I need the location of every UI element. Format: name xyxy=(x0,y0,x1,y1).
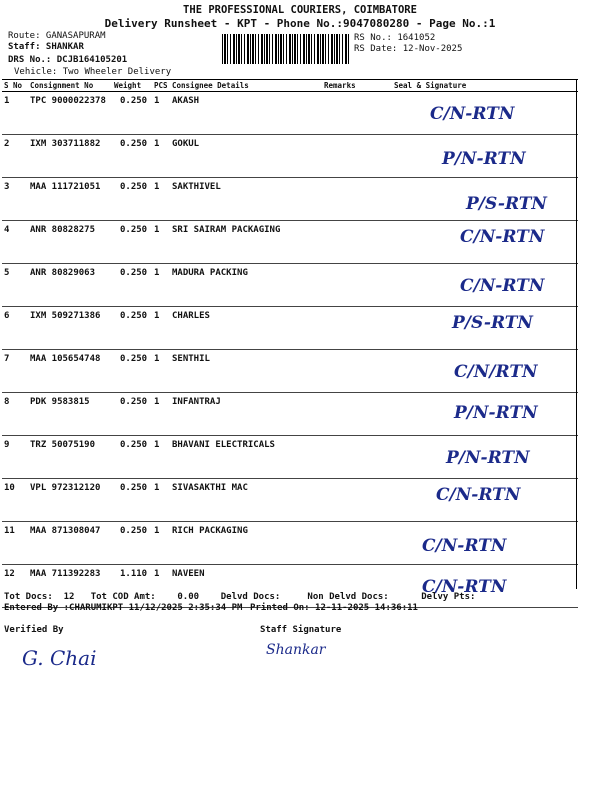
row-sno: 8 xyxy=(2,393,28,436)
col-consignment: Consignment No xyxy=(28,80,112,92)
row-remarks xyxy=(322,479,374,522)
row-pcs: 1 xyxy=(152,479,170,522)
row-remarks xyxy=(322,350,374,393)
handwritten-remark: C/N-RTN xyxy=(460,227,545,247)
row-pcs: 1 xyxy=(152,393,170,436)
col-weight: Weight xyxy=(112,80,152,92)
row-consignment: IXM 303711882 xyxy=(28,135,112,178)
table-right-border xyxy=(576,79,577,589)
row-weight: 0.250 xyxy=(112,92,152,135)
row-sno: 3 xyxy=(2,178,28,221)
row-consignment: MAA 711392283 xyxy=(28,565,112,608)
row-consignee: BHAVANI ELECTRICALS xyxy=(170,436,322,479)
entered-by: Entered By :CHARUMIKPT 11/12/2025 2:35:34 PM xyxy=(4,603,243,613)
row-remarks xyxy=(322,522,374,565)
row-sno: 11 xyxy=(2,522,28,565)
row-sno: 10 xyxy=(2,479,28,522)
table-row xyxy=(2,221,578,264)
row-sno: 6 xyxy=(2,307,28,350)
row-pcs: 1 xyxy=(152,221,170,264)
row-consignment: TPC 9000022378 xyxy=(28,92,112,135)
row-consignment: ANR 80829063 xyxy=(28,264,112,307)
row-sno: 7 xyxy=(2,350,28,393)
row-consignee: SIVASAKTHI MAC xyxy=(170,479,322,522)
drs-no: DRS No.: DCJB164105201 xyxy=(8,55,128,65)
runsheet-table xyxy=(2,79,578,608)
row-consignee: RICH PACKAGING xyxy=(170,522,322,565)
row-signature-cell xyxy=(374,479,578,522)
row-consignment: ANR 80828275 xyxy=(28,221,112,264)
row-signature-cell xyxy=(374,393,578,436)
row-consignee: MADURA PACKING xyxy=(170,264,322,307)
row-sno: 2 xyxy=(2,135,28,178)
table-row xyxy=(2,393,578,436)
handwritten-remark: P/N-RTN xyxy=(454,403,538,423)
row-signature-cell xyxy=(374,135,578,178)
handwritten-remark: C/N-RTN xyxy=(422,577,507,597)
row-signature-cell xyxy=(374,436,578,479)
row-consignment: PDK 9583815 xyxy=(28,393,112,436)
row-consignment: TRZ 50075190 xyxy=(28,436,112,479)
row-pcs: 1 xyxy=(152,264,170,307)
row-pcs: 1 xyxy=(152,350,170,393)
table-row xyxy=(2,436,578,479)
row-consignee: AKASH xyxy=(170,92,322,135)
handwritten-remark: P/S-RTN xyxy=(466,194,547,214)
col-remarks: Remarks xyxy=(322,80,374,92)
row-remarks xyxy=(322,264,374,307)
table-row xyxy=(2,307,578,350)
row-signature-cell xyxy=(374,264,578,307)
handwritten-remark: C/N-RTN xyxy=(460,276,545,296)
vehicle: Vehicle: Two Wheeler Delivery xyxy=(14,67,172,77)
row-remarks xyxy=(322,307,374,350)
row-signature-cell xyxy=(374,178,578,221)
row-weight: 0.250 xyxy=(112,264,152,307)
row-consignee: SAKTHIVEL xyxy=(170,178,322,221)
row-consignment: MAA 111721051 xyxy=(28,178,112,221)
row-sno: 4 xyxy=(2,221,28,264)
row-remarks xyxy=(322,436,374,479)
handwritten-remark: C/N-RTN xyxy=(436,485,521,505)
verifier-signature: G. Chai xyxy=(22,646,97,670)
row-weight: 0.250 xyxy=(112,393,152,436)
row-consignment: IXM 509271386 xyxy=(28,307,112,350)
col-consignee: Consignee Details xyxy=(170,80,322,92)
route: Route: GANASAPURAM xyxy=(8,31,106,41)
row-remarks xyxy=(322,135,374,178)
col-pcs: PCS xyxy=(152,80,170,92)
row-weight: 0.250 xyxy=(112,479,152,522)
row-signature-cell xyxy=(374,350,578,393)
table-row xyxy=(2,350,578,393)
row-pcs: 1 xyxy=(152,135,170,178)
handwritten-remark: C/N-RTN xyxy=(422,536,507,556)
handwritten-remark: P/S-RTN xyxy=(452,313,533,333)
row-consignee: INFANTRAJ xyxy=(170,393,322,436)
col-signature: Seal & Signature xyxy=(374,80,578,92)
staff-signature: Shankar xyxy=(266,642,326,658)
table-row xyxy=(2,178,578,221)
row-signature-cell xyxy=(374,307,578,350)
row-sno: 12 xyxy=(2,565,28,608)
staff-signature-label: Staff Signature xyxy=(260,625,342,635)
table-row xyxy=(2,479,578,522)
table-row xyxy=(2,522,578,565)
row-pcs: 1 xyxy=(152,522,170,565)
row-pcs: 1 xyxy=(152,92,170,135)
col-sno: S No xyxy=(2,80,28,92)
row-sno: 5 xyxy=(2,264,28,307)
row-weight: 0.250 xyxy=(112,522,152,565)
barcode xyxy=(222,34,350,64)
row-pcs: 1 xyxy=(152,565,170,608)
row-weight: 0.250 xyxy=(112,350,152,393)
row-weight: 0.250 xyxy=(112,221,152,264)
row-consignee: GOKUL xyxy=(170,135,322,178)
row-weight: 0.250 xyxy=(112,436,152,479)
row-consignee: NAVEEN xyxy=(170,565,322,608)
row-remarks xyxy=(322,393,374,436)
row-consignee: SENTHIL xyxy=(170,350,322,393)
row-consignee: CHARLES xyxy=(170,307,322,350)
handwritten-remark: C/N-RTN xyxy=(430,104,515,124)
table-row xyxy=(2,135,578,178)
table-header-row xyxy=(2,80,578,92)
printed-on: Printed On: 12-11-2025 14:36:11 xyxy=(250,603,418,613)
table-row xyxy=(2,264,578,307)
staff: Staff: SHANKAR xyxy=(8,42,84,52)
rs-no: RS No.: 1641052 xyxy=(354,33,436,43)
row-weight: 0.250 xyxy=(112,178,152,221)
row-pcs: 1 xyxy=(152,307,170,350)
row-consignment: MAA 105654748 xyxy=(28,350,112,393)
table-row xyxy=(2,92,578,135)
row-weight: 0.250 xyxy=(112,307,152,350)
row-consignment: VPL 972312120 xyxy=(28,479,112,522)
row-signature-cell xyxy=(374,522,578,565)
row-pcs: 1 xyxy=(152,178,170,221)
row-weight: 0.250 xyxy=(112,135,152,178)
company-name: THE PROFESSIONAL COURIERS, COIMBATORE xyxy=(183,4,417,16)
row-remarks xyxy=(322,92,374,135)
rs-date: RS Date: 12-Nov-2025 xyxy=(354,44,463,54)
row-sno: 9 xyxy=(2,436,28,479)
row-remarks xyxy=(322,221,374,264)
row-signature-cell xyxy=(374,92,578,135)
row-remarks xyxy=(322,178,374,221)
row-consignment: MAA 871308047 xyxy=(28,522,112,565)
row-sno: 1 xyxy=(2,92,28,135)
totals-line: Tot Docs: 12 Tot COD Amt: 0.00 Delvd Docs: Non Delvd Docs: Delvy Pts: xyxy=(4,592,476,602)
row-pcs: 1 xyxy=(152,436,170,479)
handwritten-remark: P/N-RTN xyxy=(446,448,530,468)
row-consignee: SRI SAIRAM PACKAGING xyxy=(170,221,322,264)
handwritten-remark: P/N-RTN xyxy=(442,149,526,169)
row-signature-cell xyxy=(374,221,578,264)
runsheet-title: Delivery Runsheet - KPT - Phone No.:9047080280 - Page No.:1 xyxy=(104,17,496,30)
row-weight: 1.110 xyxy=(112,565,152,608)
handwritten-remark: C/N/RTN xyxy=(454,362,538,382)
verified-by-label: Verified By xyxy=(4,625,64,635)
